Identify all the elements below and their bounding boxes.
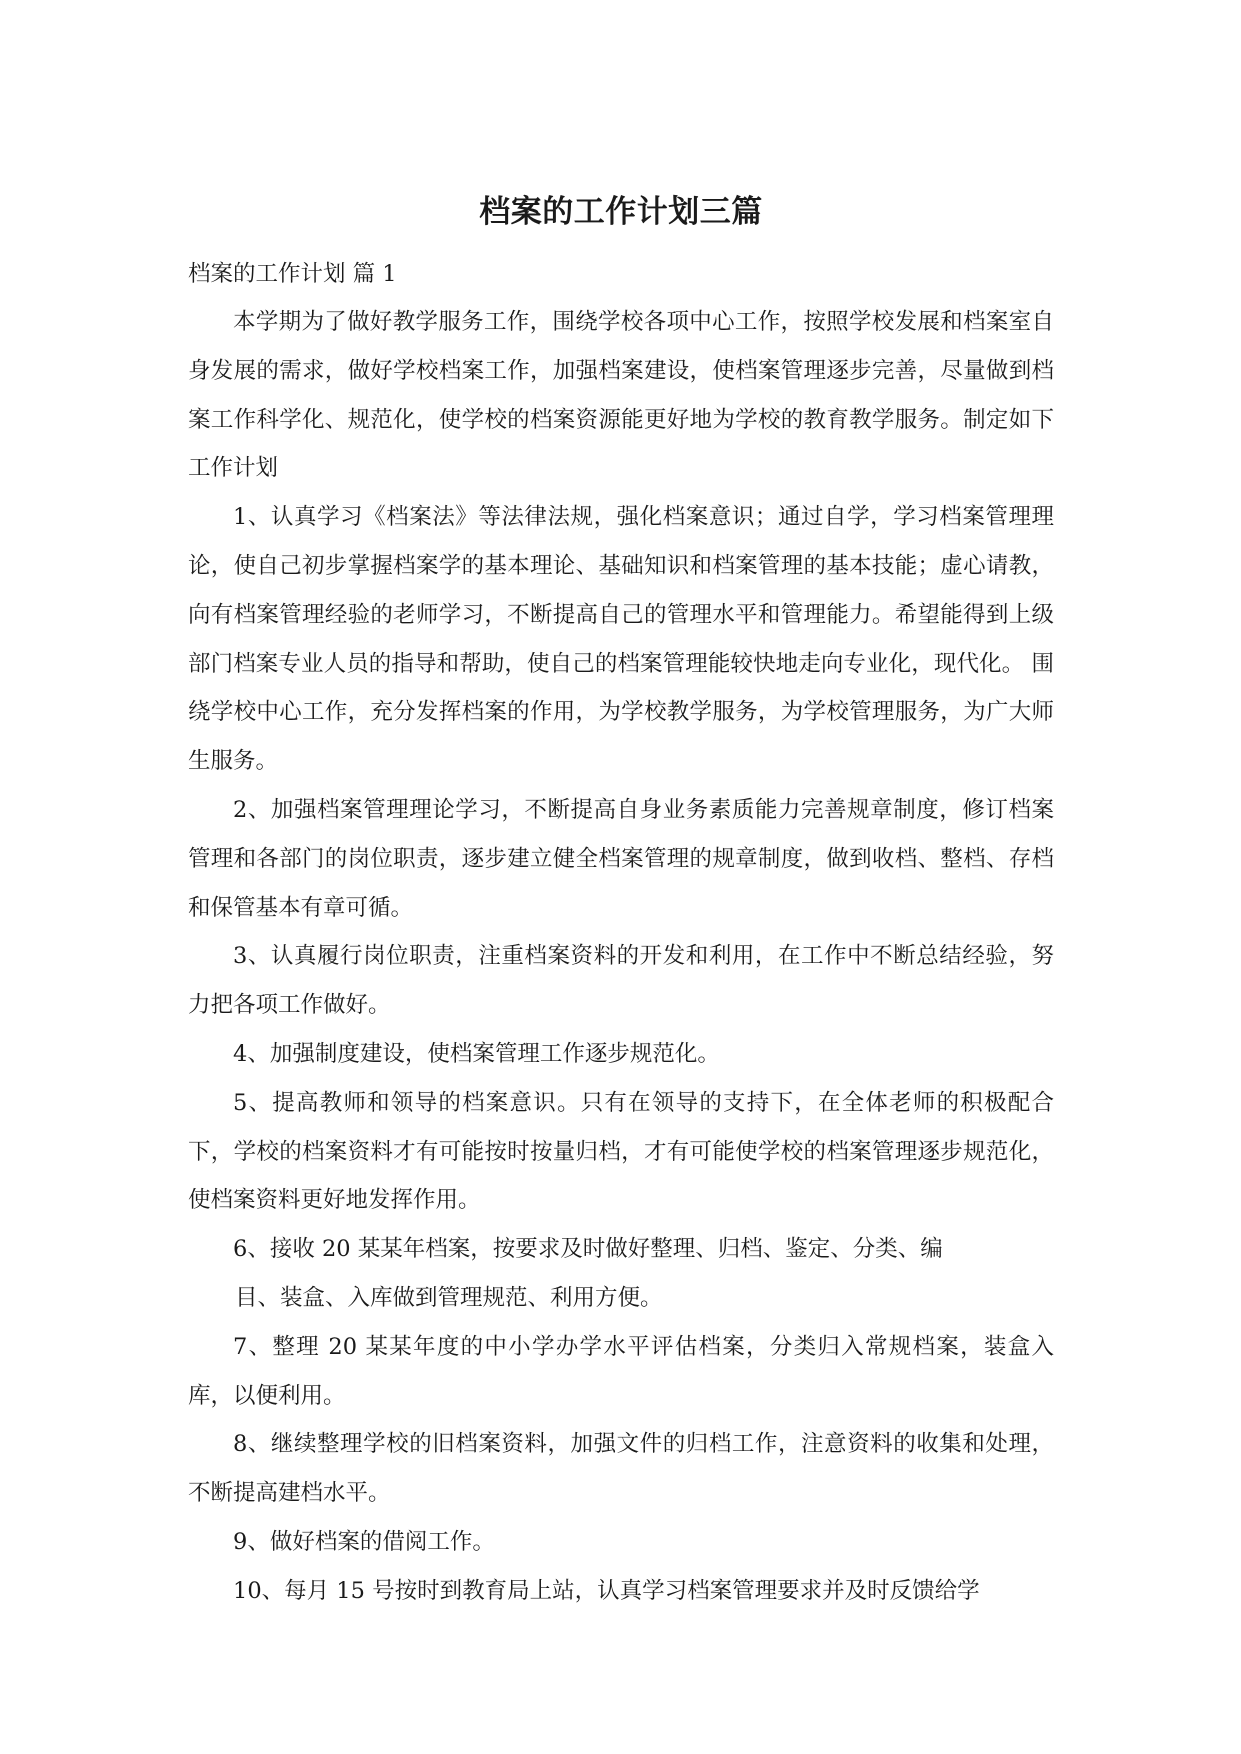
paragraph-item-2: 2、加强档案管理理论学习，不断提高自身业务素质能力完善规章制度，修订档案管理和各部门的岗位职责，逐步建立健全档案管理的规章制度，做到收档、整档、存档和保管基本有章可循。 bbox=[188, 796, 1054, 921]
paragraph-item-8: 8、继续整理学校的旧档案资料，加强文件的归档工作，注意资料的收集和处理，不断提高建档水平。 bbox=[188, 1431, 1054, 1507]
section-heading: 档案的工作计划 篇 1 bbox=[188, 261, 397, 287]
paragraph-item-1: 1、认真学习《档案法》等法律法规，强化档案意识；通过自学，学习档案管理理论，使自己初步掌握档案学的基本理论、基础知识和档案管理的基本技能；虚心请教，向有档案管理经验的老师学习，不断提高自己的管理水平和管理能力。希望能得到上级部门档案专业人员的指导和帮助，使自己的档案管理能较快地走向专业化，现代化。 围绕学校中心工作，充分发挥档案的作用，为学校教学服务，为学校管理服务，为广大师生服务。 bbox=[188, 504, 1054, 775]
paragraph-item-7: 7、整理 20 某某年度的中小学办学水平评估档案，分类归入常规档案，装盒入库，以便利用。 bbox=[188, 1333, 1054, 1409]
paragraph-item-10: 10、每月 15 号按时到教育局上站，认真学习档案管理要求并及时反馈给学 bbox=[233, 1577, 980, 1604]
item-6-line-2: 目、装盒、入库做到管理规范、利用方便。 bbox=[235, 1284, 663, 1311]
paragraph-item-9: 9、做好档案的借阅工作。 bbox=[233, 1528, 495, 1555]
document-page bbox=[188, 186, 1054, 1616]
paragraph-item-3: 3、认真履行岗位职责，注重档案资料的开发和利用，在工作中不断总结经验，努力把各项工作做好。 bbox=[188, 943, 1054, 1019]
document-title: 档案的工作计划三篇 bbox=[479, 194, 763, 230]
paragraph-intro: 本学期为了做好教学服务工作，围绕学校各项中心工作，按照学校发展和档案室自身发展的需求，做好学校档案工作，加强档案建设，使档案管理逐步完善，尽量做到档案工作科学化、规范化，使学校的档案资源能更好地为学校的教育教学服务。制定如下工作计划 bbox=[188, 309, 1054, 482]
item-6-line-1: 6、接收 20 某某年档案，按要求及时做好整理、归档、鉴定、分类、编 bbox=[233, 1236, 943, 1263]
paragraph-item-4: 4、加强制度建设，使档案管理工作逐步规范化。 bbox=[233, 1040, 720, 1067]
paragraph-item-6 bbox=[188, 1225, 1054, 1323]
paragraph-item-5: 5、提高教师和领导的档案意识。只有在领导的支持下，在全体老师的积极配合下，学校的档案资料才有可能按时按量归档，才有可能使学校的档案管理逐步规范化，使档案资料更好地发挥作用。 bbox=[188, 1089, 1054, 1214]
